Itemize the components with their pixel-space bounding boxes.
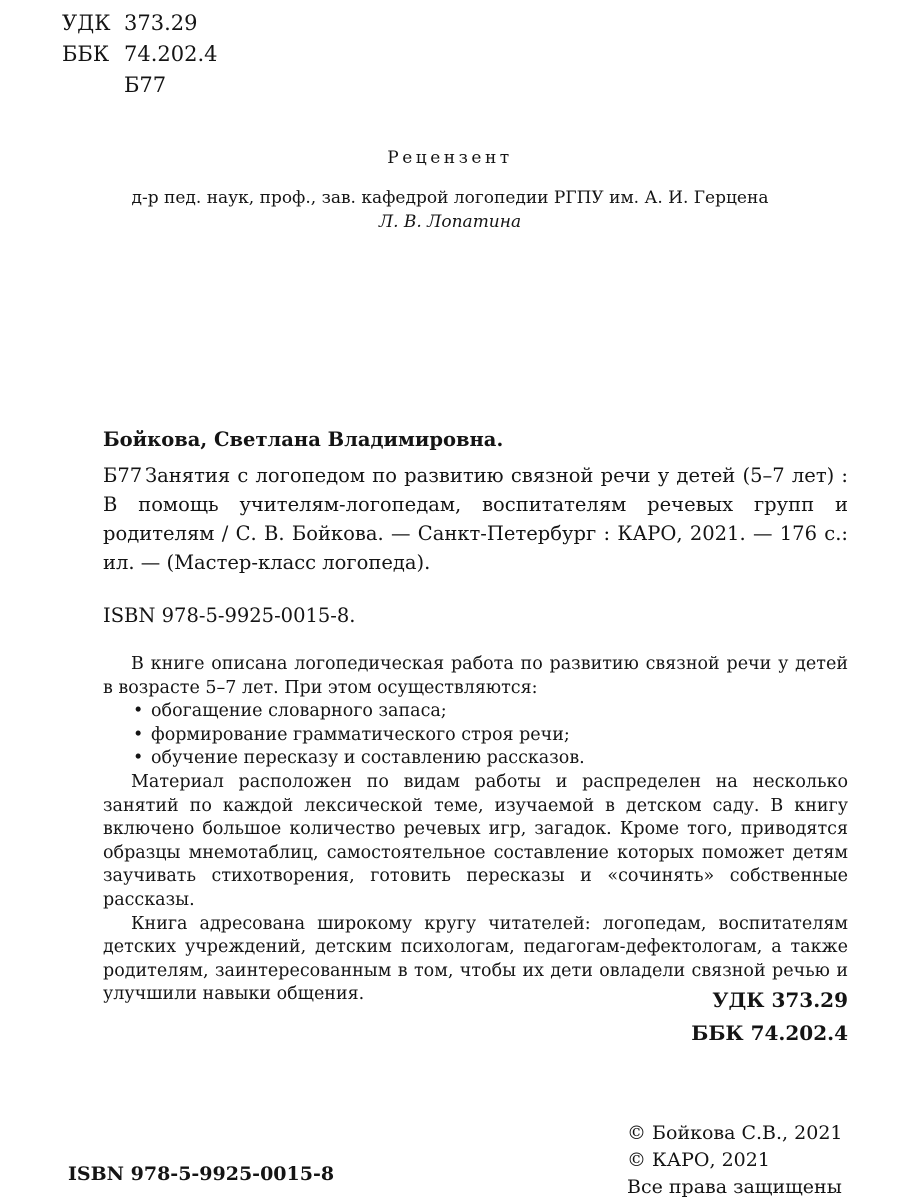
classification-bottom	[691, 984, 848, 1050]
bbk-bottom: ББК 74.202.4	[691, 1021, 848, 1045]
copyright-publisher: © КАРО, 2021	[627, 1149, 770, 1171]
annotation-bullet-list	[103, 700, 848, 771]
reviewer-description: д-р пед. наук, проф., зав. кафедрой логопедии РГПУ им. А. И. Герцена	[131, 188, 769, 208]
reviewer-name: Л. В. Лопатина	[378, 212, 522, 232]
annotation-intro: В книге описана логопедическая работа по развитию связной речи у детей в возрасте 5–7 лет. При этом осуществляются:	[103, 654, 848, 698]
annotation-bullet: • обучение пересказу и составлению рассказов.	[133, 747, 848, 771]
bbk-label: ББК	[62, 42, 110, 66]
bbk-row	[62, 39, 218, 70]
copyright-author: © Бойкова С.В., 2021	[627, 1122, 843, 1144]
udc-label: УДК	[62, 11, 111, 35]
annotation	[103, 653, 848, 1007]
author-mark-row	[62, 70, 218, 101]
copyright-rights: Все права защищены	[627, 1176, 842, 1198]
bibliographic-entry	[103, 461, 848, 577]
udc-value: 373.29	[124, 11, 198, 35]
annotation-paragraph-2: Материал расположен по видам работы и распределен на несколько занятий по каждой лексической теме, изучаемой в детском саду. В книгу включено большое количество речевых игр, загадок. Кроме того, приводятся образцы мнемотаблиц, самостоятельное составление которых поможет детям заучивать стихотворения, готовить пересказы и «сочинять» собственные рассказы.	[103, 771, 848, 910]
bibliographic-description: Занятия с логопедом по развитию связной речи у детей (5–7 лет) : В помощь учителям-логопедам, воспитателям речевых групп и родителям / С. В. Бойкова. — Санкт-Петербург : КАРО, 2021. — 176 с.: ил. — (Мастер-класс логопеда).	[103, 464, 848, 574]
udc-bottom: УДК 373.29	[712, 988, 848, 1012]
author-mark: Б77	[124, 73, 167, 97]
annotation-bullet: • обогащение словарного запаса;	[133, 700, 848, 724]
bibliographic-author: Бойкова, Светлана Владимировна.	[103, 428, 504, 451]
bibliographic-isbn: ISBN 978-5-9925-0015-8.	[103, 604, 356, 627]
isbn-bottom: ISBN 978-5-9925-0015-8	[68, 1163, 335, 1185]
bbk-value: 74.202.4	[124, 42, 218, 66]
annotation-paragraph-3: Книга адресована широкому кругу читателей: логопедам, воспитателям детских учреждений, детским психологам, педагогам-дефектологам, а также родителям, заинтересованным в том, чтобы их дети овладели связной речью и улучшили навыки общения.	[103, 913, 848, 1005]
copyright-block	[627, 1120, 843, 1201]
bibliographic-code: Б77	[103, 464, 143, 487]
classification-top	[62, 8, 218, 101]
udc-row	[62, 8, 218, 39]
reviewer-heading: Рецензент	[387, 148, 513, 168]
annotation-bullet: • формирование грамматического строя речи;	[133, 724, 848, 748]
